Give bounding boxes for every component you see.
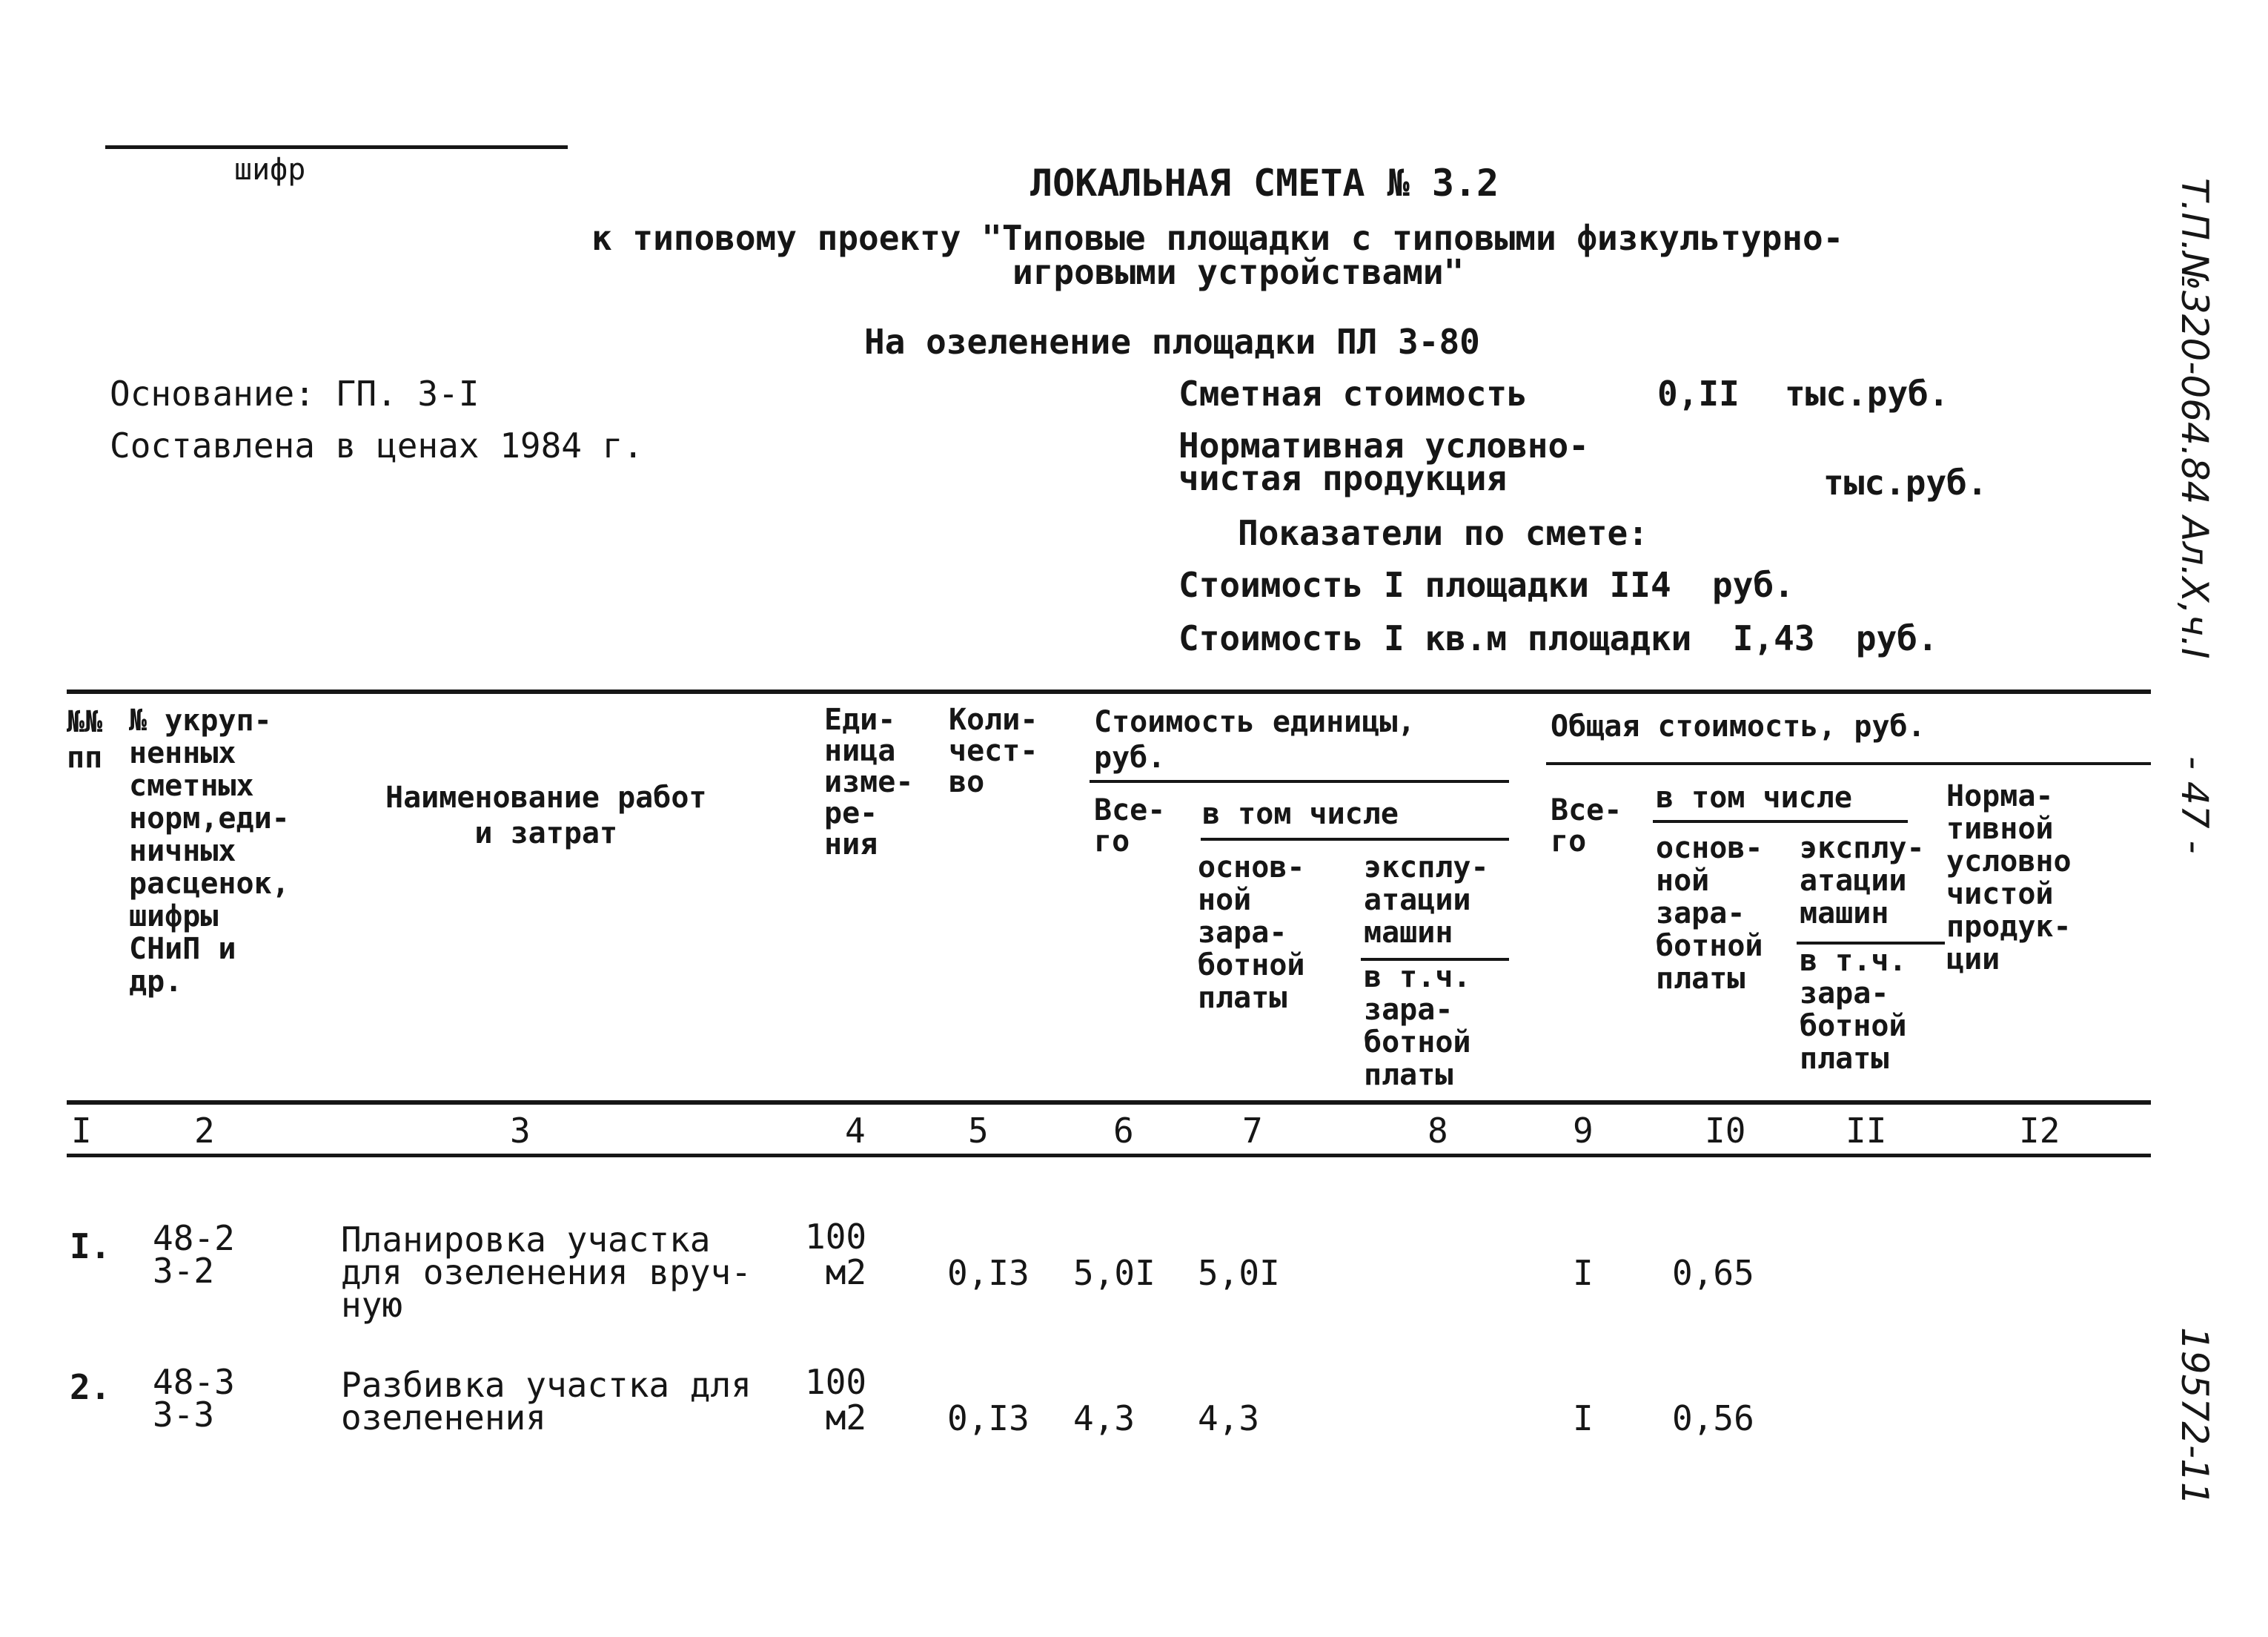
header-unit-all: Все- го — [1094, 793, 1166, 859]
header-unit-machine-wage: в т.ч. зара- ботной платы — [1364, 960, 1471, 1092]
row1-unit-wage: 5,0I — [1198, 1253, 1280, 1293]
header-col1: №№ пп — [67, 705, 103, 775]
total-incl-rule — [1653, 820, 1908, 823]
row1-name: Планировка участка для озеленения вруч- ную — [341, 1220, 752, 1325]
row2-name: Разбивка участка для озеленения — [341, 1365, 752, 1438]
header-col5: Коли- чест- во — [949, 703, 1038, 799]
header-col4: Еди- ница изме- ре- ния — [824, 703, 914, 862]
document-title: ЛОКАЛЬНАЯ СМЕТА № 3.2 — [1030, 162, 1499, 205]
subtitle-line-1: к типовому проекту "Типовые площадки с типовыми физкультурно- — [591, 218, 1844, 258]
row1-total-all: I — [1573, 1253, 1594, 1293]
unit-incl-rule — [1201, 838, 1509, 841]
header-col2: № укруп- ненных сметных норм,еди- ничных расценок, шифры СНиП и др. — [129, 704, 290, 999]
col-number-7: 7 — [1242, 1111, 1263, 1151]
norm-label-1: Нормативная условно- — [1178, 426, 1589, 466]
row1-unit-all: 5,0I — [1073, 1253, 1155, 1293]
subtitle-line-2: игровыми устройствами" — [1012, 252, 1465, 292]
col-number-4: 4 — [845, 1111, 866, 1151]
cost-label: Сметная стоимость — [1178, 374, 1528, 414]
row1-number: I. — [70, 1226, 111, 1266]
col-number-rule — [67, 1154, 2151, 1157]
col-number-1: I — [71, 1111, 92, 1151]
indicator-per-sqm: Стоимость I кв.м площадки I,43 руб. — [1178, 618, 1938, 658]
purpose: На озеленение площадки ПЛ 3-80 — [864, 322, 1480, 362]
header-unit-cost: Стоимость единицы, руб. — [1094, 705, 1416, 775]
col-number-3: 3 — [510, 1111, 531, 1151]
unit-cost-rule — [1090, 780, 1509, 783]
header-total-incl: в том числе — [1656, 781, 1852, 815]
col-number-5: 5 — [968, 1111, 989, 1151]
side-code: Т.П.№320-064.84 Ал.X,ч.I — [2173, 178, 2216, 659]
header-unit-machine: эксплу- атации машин — [1364, 850, 1489, 950]
basis: Основание: ГП. 3-I — [110, 374, 480, 414]
header-total-all: Все- го — [1551, 793, 1622, 859]
col-number-2: 2 — [194, 1111, 215, 1151]
row2-unit-all: 4,3 — [1073, 1398, 1135, 1438]
col-number-11: II — [1846, 1111, 1887, 1151]
row1-qty: 0,I3 — [947, 1253, 1029, 1293]
row2-number: 2. — [70, 1367, 111, 1407]
header-bottom-rule — [67, 1100, 2151, 1105]
indicator-per-site: Стоимость I площадки II4 руб. — [1178, 565, 1794, 605]
indicators-heading: Показатели по смете: — [1238, 513, 1648, 553]
header-norm-product: Норма- тивной условно чистой продук- ции — [1946, 779, 2072, 976]
col-number-6: 6 — [1113, 1111, 1134, 1151]
header-col3: Наименование работ и затрат — [385, 781, 707, 850]
row2-unit-wage: 4,3 — [1198, 1398, 1260, 1438]
row1-total-wage: 0,65 — [1672, 1253, 1754, 1293]
header-total-base-wage: основ- ной зара- ботной платы — [1656, 831, 1763, 996]
col-number-10: I0 — [1705, 1111, 1746, 1151]
table-top-rule — [67, 689, 2151, 694]
row1-unit: 100 м2 — [805, 1217, 867, 1292]
col-number-8: 8 — [1428, 1111, 1448, 1151]
side-page: - 47 - — [2173, 756, 2216, 854]
row2-total-all: I — [1573, 1398, 1594, 1438]
cost-value: 0,II — [1657, 374, 1740, 414]
cost-unit: тыс.руб. — [1785, 374, 1949, 414]
header-total-machine: эксплу- атации машин — [1800, 831, 1925, 930]
col-number-9: 9 — [1573, 1111, 1594, 1151]
header-unit-base-wage: основ- ной зара- ботной платы — [1198, 850, 1305, 1015]
header-unit-incl: в том числе — [1202, 797, 1399, 831]
row2-total-wage: 0,56 — [1672, 1398, 1754, 1438]
norm-unit: тыс.руб. — [1823, 463, 1988, 503]
col-number-12: I2 — [2019, 1111, 2060, 1151]
row2-unit: 100 м2 — [805, 1362, 867, 1438]
cipher-rule — [105, 145, 568, 149]
row2-code: 48-3 3-3 — [153, 1362, 235, 1435]
prices-year: Составлена в ценах 1984 г. — [110, 426, 644, 466]
header-total-cost: Общая стоимость, руб. — [1551, 710, 1926, 744]
header-total-machine-wage: в т.ч. зара- ботной платы — [1800, 944, 1907, 1076]
cipher-label: шифр — [234, 153, 306, 187]
row1-code: 48-2 3-2 — [153, 1218, 235, 1291]
side-number: 19572-11 — [2173, 1327, 2216, 1506]
total-cost-rule — [1546, 762, 2151, 765]
norm-label-2: чистая продукция — [1178, 458, 1508, 498]
row2-qty: 0,I3 — [947, 1398, 1029, 1438]
